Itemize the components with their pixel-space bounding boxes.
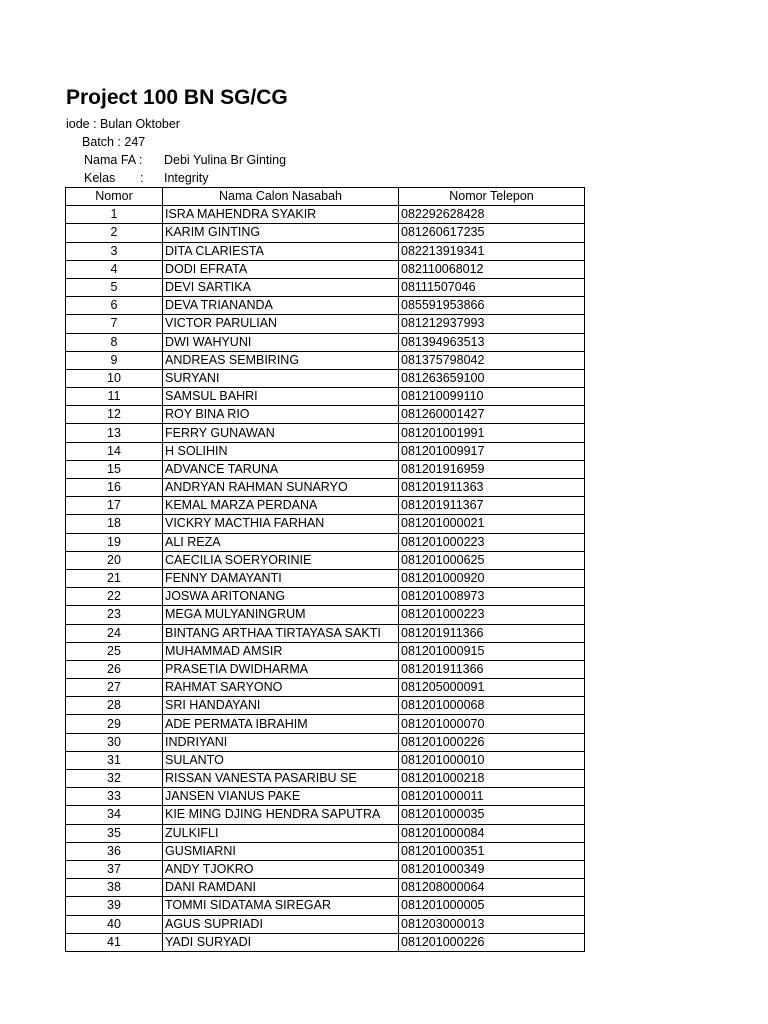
cell-telepon: 081260001427 [399,406,585,424]
table-row [66,369,585,387]
table-row [66,333,585,351]
cell-nomor: 33 [66,788,163,806]
cell-nama: DWI WAHYUNI [163,333,399,351]
cell-nomor: 30 [66,733,163,751]
table-row [66,933,585,951]
cell-nomor: 32 [66,770,163,788]
cell-nama: CAECILIA SOERYORINIE [163,551,399,569]
cell-telepon: 081375798042 [399,351,585,369]
table-row [66,460,585,478]
cell-telepon: 081201911366 [399,660,585,678]
cell-nama: ALI REZA [163,533,399,551]
cell-telepon: 081201000218 [399,770,585,788]
cell-nama: KEMAL MARZA PERDANA [163,497,399,515]
table-row [66,897,585,915]
table-row [66,315,585,333]
cell-telepon: 081201000084 [399,824,585,842]
cell-telepon: 081201000223 [399,533,585,551]
cell-nomor: 1 [66,206,163,224]
cell-nomor: 19 [66,533,163,551]
cell-telepon: 081201916959 [399,460,585,478]
cell-telepon: 085591953866 [399,297,585,315]
table-row [66,224,585,242]
table-row [66,551,585,569]
document-title: Project 100 BN SG/CG [66,86,288,109]
cell-nomor: 5 [66,278,163,296]
cell-telepon: 081201000223 [399,606,585,624]
cell-nama: DITA CLARIESTA [163,242,399,260]
cell-telepon: 081201000068 [399,697,585,715]
cell-nomor: 15 [66,460,163,478]
cell-nama: AGUS SUPRIADI [163,915,399,933]
table-row [66,660,585,678]
cell-nomor: 35 [66,824,163,842]
cell-nama: ROY BINA RIO [163,406,399,424]
cell-nomor: 13 [66,424,163,442]
table-row [66,406,585,424]
table-row [66,497,585,515]
cell-telepon: 081260617235 [399,224,585,242]
cell-nomor: 14 [66,442,163,460]
cell-nomor: 6 [66,297,163,315]
table-row [66,642,585,660]
cell-nomor: 31 [66,751,163,769]
table-row [66,569,585,587]
table-row [66,679,585,697]
cell-nama: ZULKIFLI [163,824,399,842]
table-row [66,424,585,442]
cell-nomor: 16 [66,479,163,497]
table-row [66,860,585,878]
cell-nomor: 3 [66,242,163,260]
cell-nomor: 18 [66,515,163,533]
cell-nama: SRI HANDAYANI [163,697,399,715]
cell-nama: SAMSUL BAHRI [163,388,399,406]
cell-nama: TOMMI SIDATAMA SIREGAR [163,897,399,915]
cell-nama: DEVA TRIANANDA [163,297,399,315]
table-row [66,697,585,715]
cell-nama: KARIM GINTING [163,224,399,242]
table-row [66,606,585,624]
table-row [66,278,585,296]
kelas-value: Integrity [164,171,209,185]
table-row [66,733,585,751]
cell-telepon: 081201001991 [399,424,585,442]
kelas-label: Kelas [84,171,116,185]
cell-nomor: 28 [66,697,163,715]
cell-nomor: 8 [66,333,163,351]
cell-nomor: 17 [66,497,163,515]
cell-nomor: 40 [66,915,163,933]
cell-nomor: 22 [66,588,163,606]
cell-telepon: 081201000226 [399,933,585,951]
cell-telepon: 081201000349 [399,860,585,878]
kelas-colon: : [140,171,144,185]
cell-nomor: 24 [66,624,163,642]
cell-telepon: 081201000920 [399,569,585,587]
batch-line: Batch : 247 [82,135,146,149]
cell-nama: JOSWA ARITONANG [163,588,399,606]
table-row [66,260,585,278]
cell-telepon: 081201911363 [399,479,585,497]
cell-nomor: 2 [66,224,163,242]
nama-fa-label: Nama FA : [84,153,143,167]
cell-nomor: 9 [66,351,163,369]
cell-telepon: 081203000013 [399,915,585,933]
cell-nama: FENNY DAMAYANTI [163,569,399,587]
cell-nomor: 29 [66,715,163,733]
cell-telepon: 081201000625 [399,551,585,569]
cell-telepon: 081201000226 [399,733,585,751]
cell-nama: ANDRYAN RAHMAN SUNARYO [163,479,399,497]
cell-nama: ADE PERMATA IBRAHIM [163,715,399,733]
cell-nama: SURYANI [163,369,399,387]
table-row [66,515,585,533]
cell-nama: DANI RAMDANI [163,879,399,897]
cell-telepon: 081201000915 [399,642,585,660]
cell-telepon: 082110068012 [399,260,585,278]
cell-nama: MUHAMMAD AMSIR [163,642,399,660]
periode-line: iode : Bulan Oktober [66,117,180,131]
cell-nama: YADI SURYADI [163,933,399,951]
table-row [66,442,585,460]
cell-telepon: 081201000011 [399,788,585,806]
cell-telepon: 081201911367 [399,497,585,515]
cell-telepon: 08111507046 [399,278,585,296]
cell-nama: FERRY GUNAWAN [163,424,399,442]
cell-telepon: 081394963513 [399,333,585,351]
cell-nomor: 37 [66,860,163,878]
cell-telepon: 081201000351 [399,842,585,860]
cell-telepon: 081201000021 [399,515,585,533]
cell-nomor: 11 [66,388,163,406]
cell-nama: VICTOR PARULIAN [163,315,399,333]
cell-telepon: 081208000064 [399,879,585,897]
cell-telepon: 081201000010 [399,751,585,769]
cell-telepon: 081201000005 [399,897,585,915]
table-row [66,715,585,733]
cell-telepon: 081201000035 [399,806,585,824]
cell-nama: MEGA MULYANINGRUM [163,606,399,624]
cell-nomor: 10 [66,369,163,387]
table-row [66,351,585,369]
cell-telepon: 082292628428 [399,206,585,224]
table-row [66,297,585,315]
customer-table [65,187,585,952]
table-row [66,624,585,642]
header-telepon: Nomor Telepon [399,188,585,206]
cell-nama: JANSEN VIANUS PAKE [163,788,399,806]
cell-telepon: 081212937993 [399,315,585,333]
cell-nomor: 36 [66,842,163,860]
cell-nama: INDRIYANI [163,733,399,751]
cell-telepon: 081201008973 [399,588,585,606]
table-row [66,879,585,897]
cell-nama: ISRA MAHENDRA SYAKIR [163,206,399,224]
cell-nomor: 25 [66,642,163,660]
cell-nomor: 34 [66,806,163,824]
cell-nama: BINTANG ARTHAA TIRTAYASA SAKTI [163,624,399,642]
cell-telepon: 082213919341 [399,242,585,260]
cell-nama: DODI EFRATA [163,260,399,278]
cell-nama: RAHMAT SARYONO [163,679,399,697]
table-header-row [66,188,585,206]
cell-nama: VICKRY MACTHIA FARHAN [163,515,399,533]
cell-nama: ANDREAS SEMBIRING [163,351,399,369]
table-row [66,242,585,260]
cell-nomor: 4 [66,260,163,278]
table-row [66,533,585,551]
cell-nomor: 21 [66,569,163,587]
table-row [66,915,585,933]
table-row [66,479,585,497]
cell-telepon: 081210099110 [399,388,585,406]
cell-nama: KIE MING DJING HENDRA SAPUTRA [163,806,399,824]
table-row [66,824,585,842]
cell-nama: GUSMIARNI [163,842,399,860]
table-row [66,842,585,860]
table-row [66,588,585,606]
cell-nomor: 27 [66,679,163,697]
cell-telepon: 081263659100 [399,369,585,387]
cell-nama: PRASETIA DWIDHARMA [163,660,399,678]
header-nomor: Nomor [66,188,163,206]
cell-nomor: 12 [66,406,163,424]
cell-nama: ADVANCE TARUNA [163,460,399,478]
cell-telepon: 081201911366 [399,624,585,642]
table-row [66,206,585,224]
table-row [66,788,585,806]
header-nama: Nama Calon Nasabah [163,188,399,206]
cell-nama: SULANTO [163,751,399,769]
nama-fa-value: Debi Yulina Br Ginting [164,153,287,167]
table-row [66,770,585,788]
cell-telepon: 081201000070 [399,715,585,733]
cell-nama: DEVI SARTIKA [163,278,399,296]
cell-telepon: 081201009917 [399,442,585,460]
cell-nomor: 38 [66,879,163,897]
table-row [66,751,585,769]
table-row [66,388,585,406]
cell-nama: H SOLIHIN [163,442,399,460]
cell-nama: ANDY TJOKRO [163,860,399,878]
cell-nomor: 20 [66,551,163,569]
cell-nama: RISSAN VANESTA PASARIBU SE [163,770,399,788]
cell-nomor: 26 [66,660,163,678]
table-row [66,806,585,824]
cell-nomor: 7 [66,315,163,333]
cell-nomor: 39 [66,897,163,915]
cell-telepon: 081205000091 [399,679,585,697]
cell-nomor: 41 [66,933,163,951]
cell-nomor: 23 [66,606,163,624]
